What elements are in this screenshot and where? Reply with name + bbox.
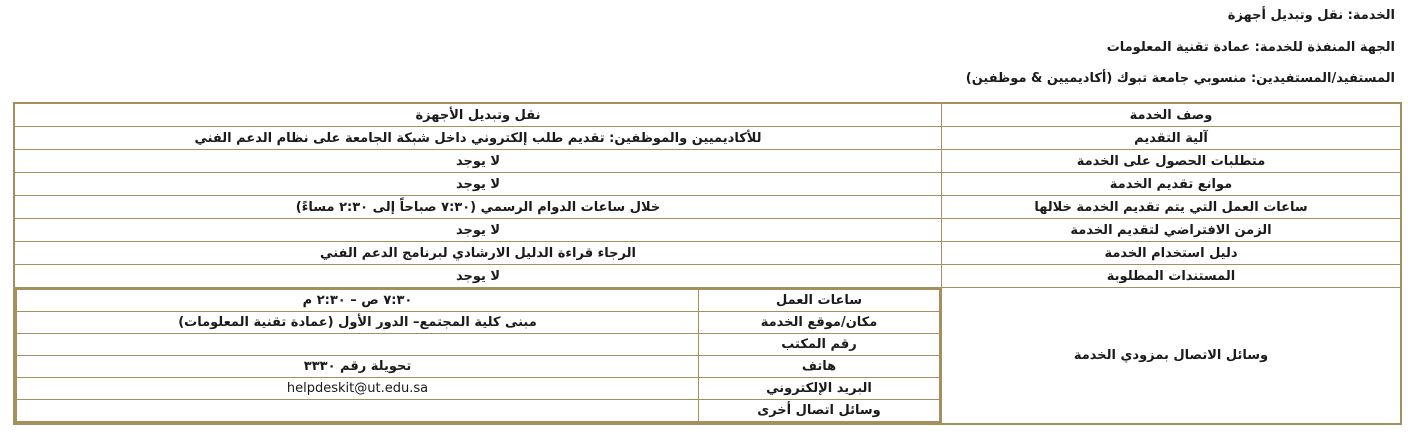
contact-item-label: البريد الإلكتروني — [699, 378, 941, 400]
contact-item-value: ٧:٣٠ ص – ٢:٣٠ م — [16, 289, 699, 312]
row-value: نقل وتبديل الأجهزة — [14, 103, 942, 127]
contact-item — [16, 334, 940, 356]
row-label: المستندات المطلوبة — [942, 265, 1402, 288]
contact-item-value — [16, 334, 699, 356]
contact-item — [16, 312, 940, 334]
row-label: الزمن الافتراضي لتقديم الخدمة — [942, 219, 1402, 242]
contact-item-label: هاتف — [699, 356, 941, 378]
contact-item — [16, 378, 940, 400]
table-row — [14, 196, 1401, 219]
row-value: خلال ساعات الدوام الرسمي (٧:٣٠ صباحاً إلى ٢:٣٠ مساءً) — [14, 196, 942, 219]
contact-item-label: وسائل اتصال أخرى — [699, 400, 941, 423]
contact-details-cell — [14, 288, 942, 425]
service-title: الخدمة: نقل وتبديل أجهزة — [1227, 8, 1395, 23]
contact-row — [14, 288, 1401, 425]
row-value: الرجاء قراءة الدليل الارشادي لبرنامج الدعم الفني — [14, 242, 942, 265]
row-label: موانع تقديم الخدمة — [942, 173, 1402, 196]
row-value: لا يوجد — [14, 150, 942, 173]
contact-item-value: تحويلة رقم ٣٣٣٠ — [16, 356, 699, 378]
contact-item-label: مكان/موقع الخدمة — [699, 312, 941, 334]
service-card-table — [13, 102, 1402, 425]
contact-item-value — [16, 400, 699, 423]
row-value: للأكاديميين والموظفين: تقديم طلب إلكتروني داخل شبكة الجامعة على نظام الدعم الفني — [14, 127, 942, 150]
row-label: آلية التقديم — [942, 127, 1402, 150]
row-label: ساعات العمل التي يتم تقديم الخدمة خلالها — [942, 196, 1402, 219]
row-label: دليل استخدام الخدمة — [942, 242, 1402, 265]
row-value: لا يوجد — [14, 219, 942, 242]
contact-item — [16, 289, 940, 312]
table-row — [14, 173, 1401, 196]
table-row — [14, 127, 1401, 150]
contact-label: وسائل الاتصال بمزودي الخدمة — [942, 288, 1402, 425]
service-beneficiaries: المستفيد/المستفيدين: منسوبي جامعة تبوك (أكاديميين & موظفين) — [965, 71, 1395, 86]
row-label: وصف الخدمة — [942, 103, 1402, 127]
table-row — [14, 265, 1401, 288]
table-row — [14, 150, 1401, 173]
table-row — [14, 103, 1401, 127]
contact-item-value: مبنى كلية المجتمع– الدور الأول (عمادة تقنية المعلومات) — [16, 312, 699, 334]
contact-item — [16, 356, 940, 378]
row-label: متطلبات الحصول على الخدمة — [942, 150, 1402, 173]
row-value: لا يوجد — [14, 265, 942, 288]
table-row — [14, 242, 1401, 265]
service-provider: الجهة المنفذة للخدمة: عمادة تقنية المعلومات — [1106, 40, 1395, 55]
contact-item — [16, 400, 940, 423]
contact-details-table — [15, 288, 941, 423]
contact-item-label: رقم المكتب — [699, 334, 941, 356]
email-link[interactable]: helpdeskit@ut.edu.sa — [16, 378, 699, 400]
contact-item-label: ساعات العمل — [699, 289, 941, 312]
table-row — [14, 219, 1401, 242]
row-value: لا يوجد — [14, 173, 942, 196]
